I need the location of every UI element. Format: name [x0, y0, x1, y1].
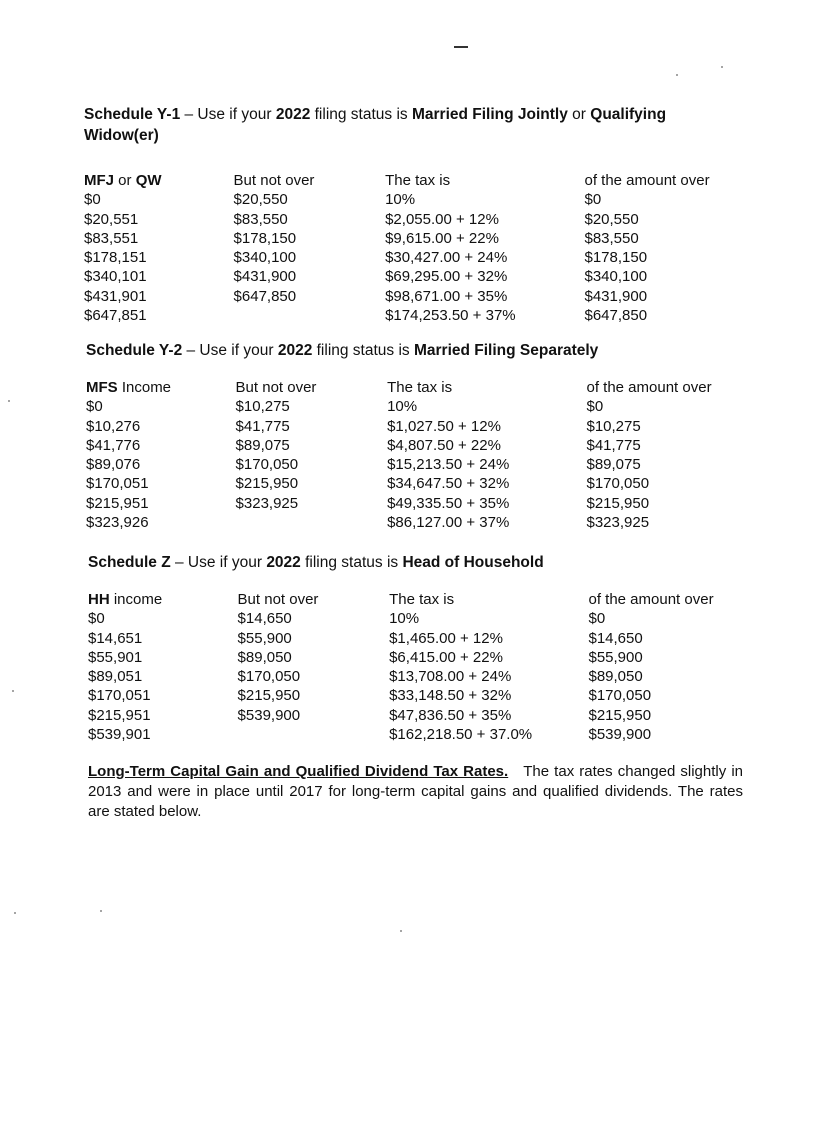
title-status-alt: Qualifying Widow(er): [84, 106, 667, 144]
cell-tax: $4,807.50 + 22%: [387, 436, 501, 454]
cell-over: $170,051: [86, 475, 149, 493]
table-row: [88, 725, 748, 744]
cell-not-over: [238, 725, 390, 744]
title-text: or: [567, 106, 591, 123]
schedule-label: Schedule Y-2: [86, 342, 183, 359]
scan-speck: [100, 910, 102, 912]
cell-not-over: $55,900: [237, 629, 292, 647]
title-text: filing status is: [300, 554, 403, 571]
schedule-title: [88, 552, 748, 573]
header-amount-over: of the amount over: [586, 379, 712, 396]
table-row: [86, 417, 746, 436]
cell-not-over: $539,900: [237, 706, 301, 724]
table-row: [86, 494, 746, 513]
header-amount-over: of the amount over: [588, 591, 714, 608]
table-row: [86, 455, 746, 474]
title-text: – Use if your: [182, 342, 278, 359]
title-text: – Use if your: [180, 106, 276, 123]
title-year: 2022: [277, 342, 313, 359]
cell-not-over: $83,550: [233, 210, 288, 228]
cell-amount-over: $14,650: [588, 629, 643, 647]
cell-over: $170,051: [88, 687, 151, 705]
cell-over: $215,951: [86, 494, 149, 512]
scan-speck: [14, 912, 16, 914]
table-row: [88, 629, 748, 648]
cell-amount-over: $89,075: [586, 456, 641, 474]
header-not-over: But not over: [237, 591, 319, 608]
cell-amount-over: $55,900: [588, 648, 643, 666]
cell-tax: $69,295.00 + 32%: [385, 268, 508, 286]
cell-amount-over: $647,850: [584, 307, 648, 325]
table-header: [88, 590, 748, 609]
scan-speck: [721, 66, 723, 68]
title-year: 2022: [275, 106, 311, 123]
cell-tax: $47,836.50 + 35%: [389, 706, 512, 724]
cell-not-over: $215,950: [235, 475, 299, 493]
tax-table: [88, 590, 748, 744]
table-row: [86, 513, 746, 532]
cell-over: $83,551: [84, 229, 139, 247]
header-tax: The tax is: [385, 172, 451, 189]
cell-tax: $1,465.00 + 12%: [389, 629, 503, 647]
cell-tax: 10%: [385, 191, 416, 209]
table-row: [88, 706, 748, 725]
cell-not-over: [234, 306, 386, 325]
cell-not-over: $647,850: [233, 287, 297, 305]
cell-not-over: $14,650: [237, 610, 292, 628]
cell-not-over: $89,050: [237, 648, 292, 666]
title-text: filing status is: [310, 106, 412, 123]
cell-tax: $33,148.50 + 32%: [389, 687, 512, 705]
cell-not-over: $41,775: [235, 417, 290, 435]
tax-table: [84, 171, 744, 325]
schedule-label: Schedule Z: [88, 554, 171, 571]
table-row: [84, 248, 744, 267]
cell-amount-over: $41,775: [586, 436, 641, 454]
cell-over: $647,851: [84, 307, 147, 325]
title-status: Married Filing Jointly: [411, 106, 568, 123]
cell-tax: $9,615.00 + 22%: [385, 229, 499, 247]
table-row: [84, 267, 744, 286]
cell-over: $0: [84, 191, 101, 209]
cell-tax: $13,708.00 + 24%: [389, 668, 512, 686]
table-row: [86, 436, 746, 455]
table-row: [88, 648, 748, 667]
header-tax: The tax is: [387, 379, 453, 396]
capital-gains-body: The tax rates changed slightly in 2013 and were in place until 2017 for long-term capital gains and qualified dividends. The rates are stated below.: [88, 763, 744, 820]
cell-tax: $15,213.50 + 24%: [387, 456, 510, 474]
cell-tax: $30,427.00 + 24%: [385, 249, 508, 267]
cell-amount-over: $215,950: [588, 706, 652, 724]
title-year: 2022: [266, 554, 301, 571]
cell-not-over: [236, 513, 388, 532]
capital-gains-paragraph: [88, 762, 743, 822]
cell-not-over: $89,075: [235, 436, 290, 454]
schedule-title: [84, 104, 744, 146]
header-not-over: But not over: [235, 379, 317, 396]
cell-not-over: $215,950: [237, 687, 301, 705]
cell-tax: 10%: [387, 398, 418, 416]
capital-gains-heading: Long-Term Capital Gain and Qualified Dividend Tax Rates.: [88, 763, 509, 780]
cell-over: $10,276: [86, 417, 141, 435]
scan-speck: [8, 400, 10, 402]
cell-over: $340,101: [84, 268, 147, 286]
cell-over: $20,551: [84, 210, 139, 228]
cell-tax: $86,127.00 + 37%: [387, 514, 510, 532]
table-header: [84, 171, 744, 190]
cell-amount-over: $0: [588, 610, 606, 628]
cell-tax: $6,415.00 + 22%: [389, 648, 503, 666]
cell-tax: $162,218.50 + 37.0%: [389, 726, 533, 744]
table-row: [84, 287, 744, 306]
cell-amount-over: $431,900: [584, 287, 648, 305]
cell-not-over: $170,050: [237, 668, 301, 686]
table-row: [88, 667, 748, 686]
cell-amount-over: $0: [586, 398, 604, 416]
cell-tax: $174,253.50 + 37%: [385, 307, 516, 325]
cell-tax: $98,671.00 + 35%: [385, 287, 508, 305]
cell-tax: $2,055.00 + 12%: [385, 210, 499, 228]
cell-over: $41,776: [86, 436, 141, 454]
cell-not-over: $10,275: [235, 398, 290, 416]
table-row: [86, 474, 746, 493]
cell-over: $0: [86, 398, 103, 416]
cell-not-over: $20,550: [233, 191, 288, 209]
cell-tax: $1,027.50 + 12%: [387, 417, 501, 435]
cell-not-over: $340,100: [233, 249, 297, 267]
header-not-over: But not over: [233, 172, 315, 189]
table-row: [88, 609, 748, 628]
cell-over: $431,901: [84, 287, 147, 305]
cell-over: $178,151: [84, 249, 147, 267]
table-row: [88, 686, 748, 705]
cell-amount-over: $20,550: [584, 210, 639, 228]
cell-amount-over: $178,150: [584, 249, 648, 267]
table-header: [86, 378, 746, 397]
schedule-label: Schedule Y-1: [84, 106, 181, 123]
cell-amount-over: $89,050: [588, 668, 643, 686]
cell-over: $215,951: [88, 706, 151, 724]
schedule-title: [86, 340, 746, 361]
cell-not-over: $323,925: [235, 494, 299, 512]
cell-over: $55,901: [88, 648, 143, 666]
header-amount-over: of the amount over: [584, 172, 710, 189]
schedule-z: [88, 552, 748, 744]
cell-tax: $34,647.50 + 32%: [387, 475, 510, 493]
cell-amount-over: $340,100: [584, 268, 648, 286]
tax-table: [86, 378, 746, 532]
cell-over: $539,901: [88, 726, 151, 744]
header-income: HH income: [88, 591, 163, 608]
title-text: – Use if your: [170, 554, 267, 571]
cell-over: $323,926: [86, 514, 149, 532]
table-row: [86, 397, 746, 416]
cell-not-over: $170,050: [235, 456, 299, 474]
cell-tax: 10%: [389, 610, 420, 628]
cell-amount-over: $170,050: [588, 687, 652, 705]
cell-amount-over: $10,275: [586, 417, 641, 435]
schedule-y2: [86, 340, 746, 532]
header-tax: The tax is: [389, 591, 455, 608]
cell-amount-over: $539,900: [588, 726, 652, 744]
cell-over: $0: [88, 610, 105, 628]
title-status: Head of Household: [402, 554, 544, 571]
table-row: [84, 306, 744, 325]
scan-mark: [454, 46, 468, 48]
table-row: [84, 229, 744, 248]
cell-over: $14,651: [88, 629, 143, 647]
scan-speck: [676, 74, 678, 76]
title-status: Married Filing Separately: [413, 342, 599, 359]
cell-not-over: $178,150: [233, 229, 297, 247]
cell-amount-over: $215,950: [586, 494, 650, 512]
header-income: MFS Income: [86, 379, 172, 396]
schedule-y1: [84, 104, 744, 325]
table-row: [84, 210, 744, 229]
cell-over: $89,076: [86, 456, 141, 474]
title-text: filing status is: [312, 342, 414, 359]
scan-speck: [12, 690, 14, 692]
cell-not-over: $431,900: [233, 268, 297, 286]
cell-tax: $49,335.50 + 35%: [387, 494, 510, 512]
cell-amount-over: $0: [584, 191, 602, 209]
cell-amount-over: $83,550: [584, 229, 639, 247]
table-row: [84, 190, 744, 209]
header-income: MFJ or QW: [84, 172, 162, 189]
cell-amount-over: $323,925: [586, 514, 650, 532]
cell-amount-over: $170,050: [586, 475, 650, 493]
cell-over: $89,051: [88, 668, 143, 686]
scan-speck: [400, 930, 402, 932]
